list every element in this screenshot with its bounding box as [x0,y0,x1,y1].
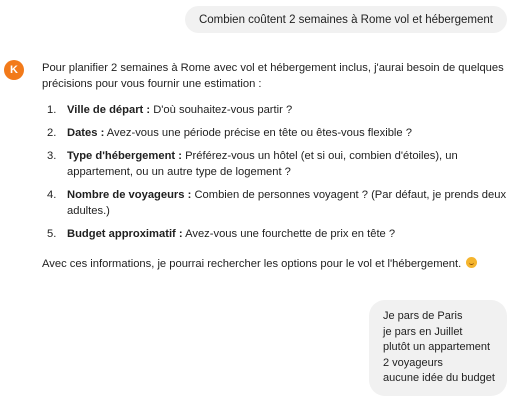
assistant-message [42,60,508,272]
item-text: Avez-vous une période précise en tête ou êtes-vous flexible ? [104,127,412,139]
item-term: Budget approximatif : [67,228,183,240]
item-term: Ville de départ : [67,104,151,116]
item-text: Avez-vous une fourchette de prix en tête ? [182,228,396,240]
assistant-avatar-icon: K [4,60,24,80]
item-text: Préférez-vous un hôtel (et si oui, combien d'étoiles), un appartement, ou un autre type de logement ? [67,150,458,178]
user-reply-bubble [369,300,507,396]
user-message-bubble [185,6,507,33]
user-message-text: Combien coûtent 2 semaines à Rome vol et hébergement [198,13,493,26]
assistant-intro: Pour planifier 2 semaines à Rome avec vol et hébergement inclus, j'aurai besoin de quelques précisions pour vous fournir une estimation : [42,62,504,90]
list-item: 2. Dates : Avez-vous une période précise en tête ou êtes-vous flexible ? [47,127,412,139]
list-item: 5. Budget approximatif : Avez-vous une fourchette de prix en tête ? [47,228,396,240]
user-reply-line: Je pars de Paris [383,310,463,322]
item-term: Type d'hébergement : [67,150,182,162]
list-item: 4. Nombre de voyageurs : Combien de personnes voyagent ? (Par défaut, je prends deux adultes.) [47,189,507,217]
list-item: 3. Type d'hébergement : Préférez-vous un hôtel (et si oui, combien d'étoiles), un appartement, ou un autre type de logement ? [47,150,458,178]
list-item: 1. Ville de départ : D'où souhaitez-vous partir ? [47,104,293,116]
item-term: Dates : [67,127,105,139]
smiling-face-emoji-icon [466,257,477,268]
item-term: Nombre de voyageurs : [67,189,192,201]
user-reply-line: plutôt un appartement [383,341,491,354]
assistant-closing: Avec ces informations, je pourrai rechercher les options pour le vol et l'hébergement. [42,256,508,272]
item-text: Combien de personnes voyagent ? (Par défaut, je prends deux adultes.) [67,189,507,217]
user-reply-line: 2 voyageurs [383,356,443,369]
item-text: D'où souhaitez-vous partir ? [150,104,293,116]
user-reply-line: je pars en Juillet [383,325,463,338]
question-list [42,102,508,242]
user-reply-line: aucune idée du budget [383,372,495,385]
